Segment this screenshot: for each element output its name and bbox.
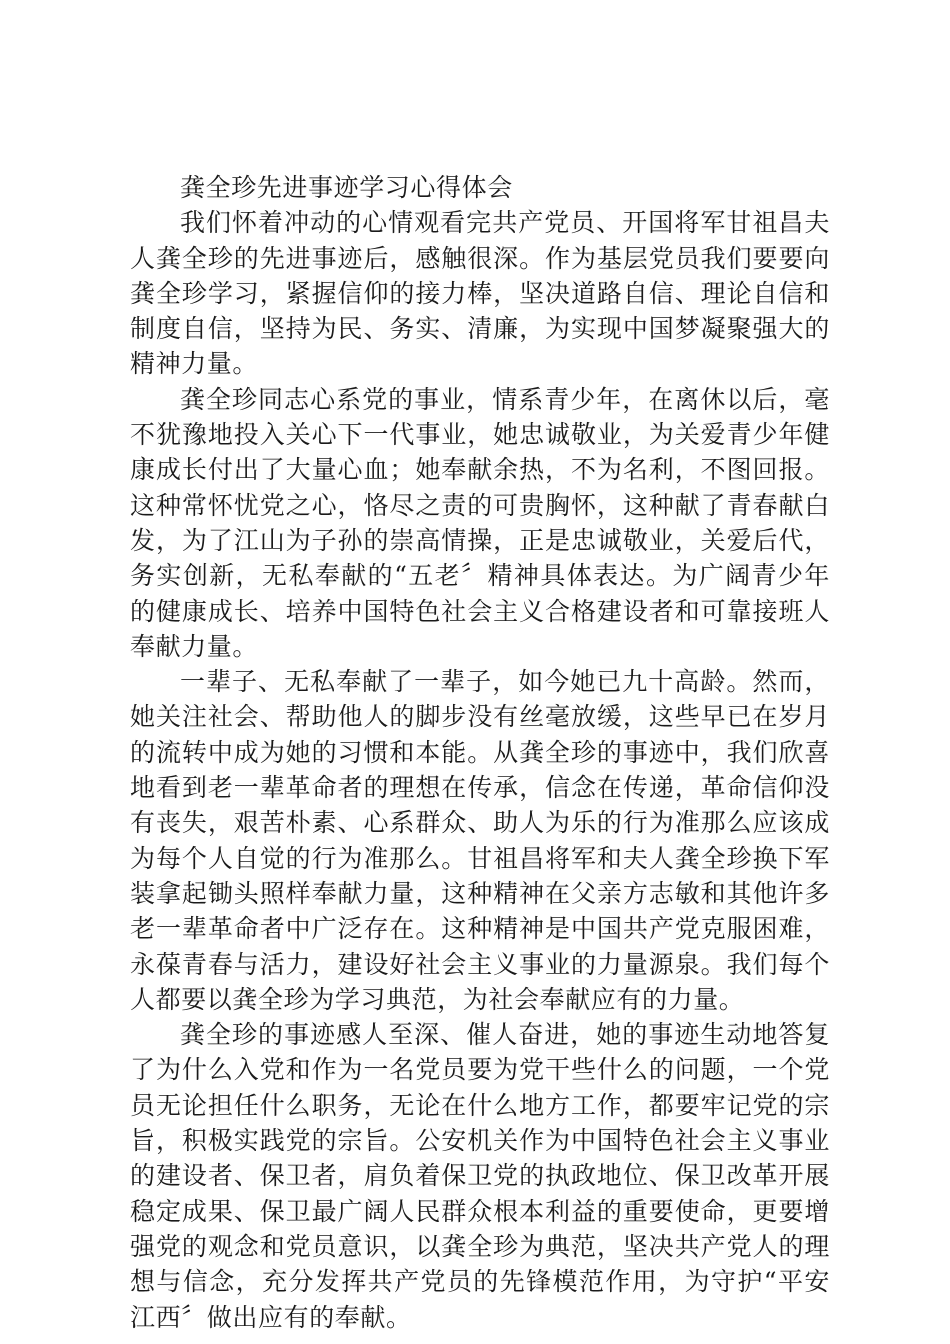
paragraph-2: 龚全珍同志心系党的事业，情系青少年，在离休以后，毫不犹豫地投入关心下一代事业，她忠诚敬业，为关爱青少年健康成长付出了大量心血；她奉献余热，不为名利，不图回报。这种常怀忧党之心，恪尽之责的可贵胸怀，这种献了青春献白发，为了江山为子孙的崇高情操，正是忠诚敬业，关爱后代，务实创新，无私奉献的“五老〞精神具体表达。为广阔青少年的健康成长、培养中国特色社会主义合格建设者和可靠接班人奉献力量。 [130, 384, 830, 661]
paragraph-4: 龚全珍的事迹感人至深、催人奋进，她的事迹生动地答复了为什么入党和作为一名党员要为党干些什么的问题，一个党员无论担任什么职务，无论在什么地方工作，都要牢记党的宗旨，积极实践党的宗旨。公安机关作为中国特色社会主义事业的建设者、保卫者，肩负着保卫党的执政地位、保卫改革开展稳定成果、保卫最广阔人民群众根本利益的重要使命，更要增强党的观念和党员意识，以龚全珍为典范，坚决共产党人的理想与信念，充分发挥共产党员的先锋模范作用，为守护“平安江西〞做出应有的奉献。 [130, 1020, 830, 1332]
paragraph-3: 一辈子、无私奉献了一辈子，如今她已九十高龄。然而，她关注社会、帮助他人的脚步没有丝毫放缓，这些早已在岁月的流转中成为她的习惯和本能。从龚全珍的事迹中，我们欣喜地看到老一辈革命者的理想在传承，信念在传递，革命信仰没有丧失，艰苦朴素、心系群众、助人为乐的行为准那么应该成为每个人自觉的行为准那么。甘祖昌将军和夫人龚全珍换下军装拿起锄头照样奉献力量，这种精神在父亲方志敏和其他许多老一辈革命者中广泛存在。这种精神是中国共产党克服困难，永葆青春与活力，建设好社会主义事业的力量源泉。我们每个人都要以龚全珍为学习典范，为社会奉献应有的力量。 [130, 667, 830, 1014]
document-title: 龚全珍先进事迹学习心得体会 [180, 173, 513, 202]
paragraph-1: 我们怀着冲动的心情观看完共产党员、开国将军甘祖昌夫人龚全珍的先进事迹后，感触很深。作为基层党员我们要要向龚全珍学习，紧握信仰的接力棒，坚决道路自信、理论自信和制度自信，坚持为民、务实、清廉，为实现中国梦凝聚强大的精神力量。 [130, 208, 830, 379]
document-body [130, 170, 830, 1335]
